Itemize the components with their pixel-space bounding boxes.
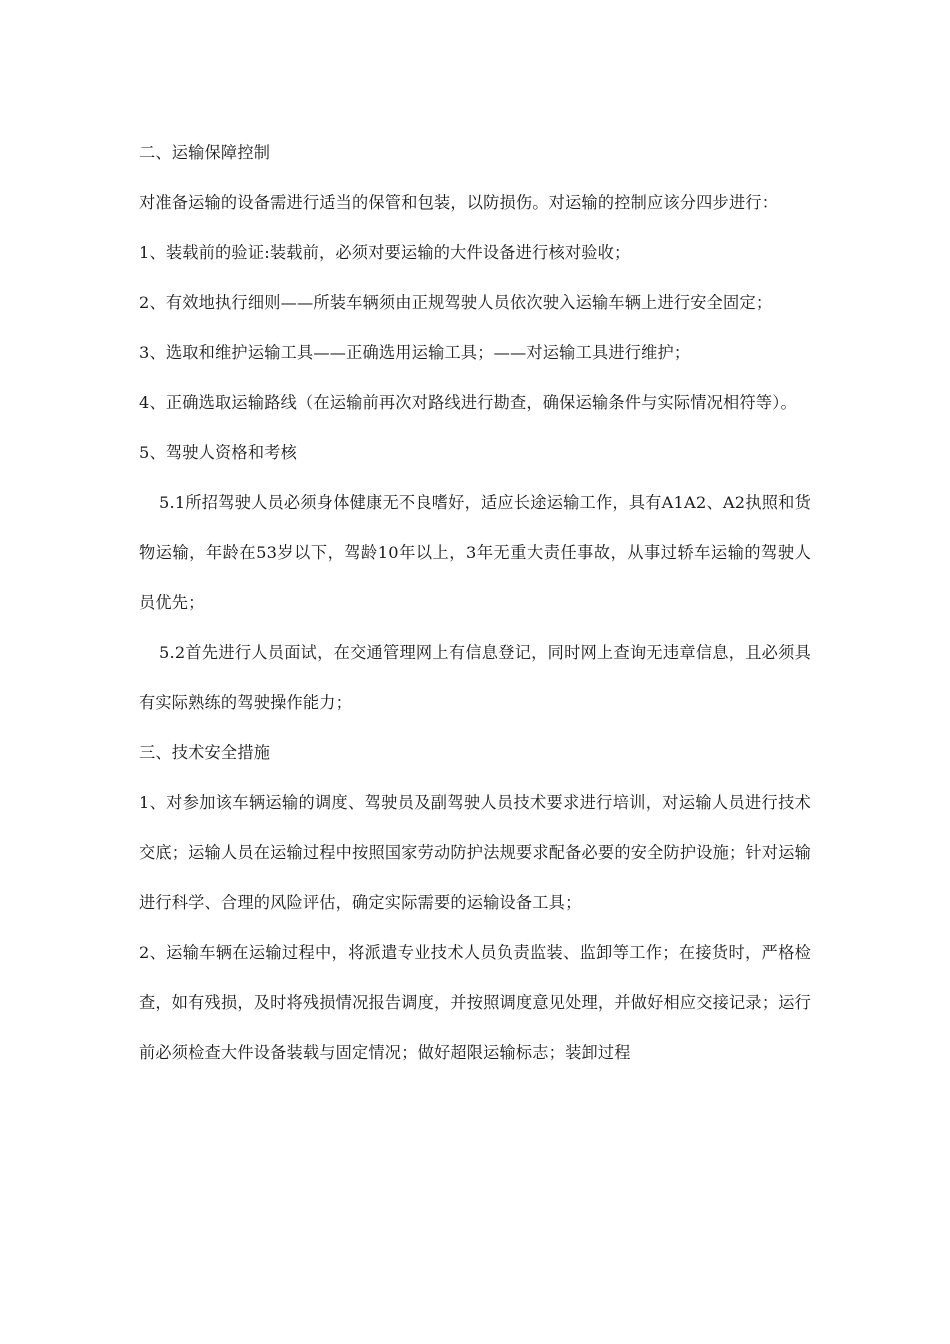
document-body: [139, 128, 811, 1078]
section-heading-transport-control: 二、运输保障控制: [139, 143, 271, 162]
sub-item-5-2: 5.2首先进行人员面试，在交通管理网上有信息登记，同时网上查询无违章信息，且必须具有实际熟练的驾驶操作能力；: [139, 643, 811, 712]
list-item-2: 2、有效地执行细则——所装车辆须由正规驾驶人员依次驶入运输车辆上进行安全固定；: [139, 293, 773, 312]
safety-item-1: 1、对参加该车辆运输的调度、驾驶员及副驾驶人员技术要求进行培训，对运输人员进行技术交底；运输人员在运输过程中按照国家劳动防护法规要求配备必要的安全防护设施；针对运输进行科学、合理的风险评估，确定实际需要的运输设备工具；: [139, 793, 811, 912]
safety-item-2: 2、运输车辆在运输过程中，将派遣专业技术人员负责监装、监卸等工作；在接货时，严格检查，如有残损，及时将残损情况报告调度，并按照调度意见处理，并做好相应交接记录；运行前必须检查大件设备装载与固定情况；做好超限运输标志；装卸过程: [139, 943, 811, 1062]
list-item-4: 4、正确选取运输路线（在运输前再次对路线进行勘查，确保运输条件与实际情况相符等）。: [139, 393, 797, 412]
sub-item-5-1: 5.1所招驾驶人员必须身体健康无不良嗜好，适应长途运输工作，具有A1A2、A2执照和货物运输，年龄在53岁以下，驾龄10年以上，3年无重大责任事故，从事过轿车运输的驾驶人员优先；: [139, 493, 811, 612]
list-item-1: 1、装载前的验证:装载前，必须对要运输的大件设备进行核对验收；: [139, 243, 631, 262]
section-heading-safety-measures: 三、技术安全措施: [139, 743, 271, 762]
list-item-5: 5、驾驶人资格和考核: [139, 443, 297, 462]
paragraph-intro: 对准备运输的设备需进行适当的保管和包装，以防损伤。对运输的控制应该分四步进行：: [139, 193, 779, 212]
list-item-3: 3、选取和维护运输工具——正确选用运输工具；——对运输工具进行维护；: [139, 343, 691, 362]
